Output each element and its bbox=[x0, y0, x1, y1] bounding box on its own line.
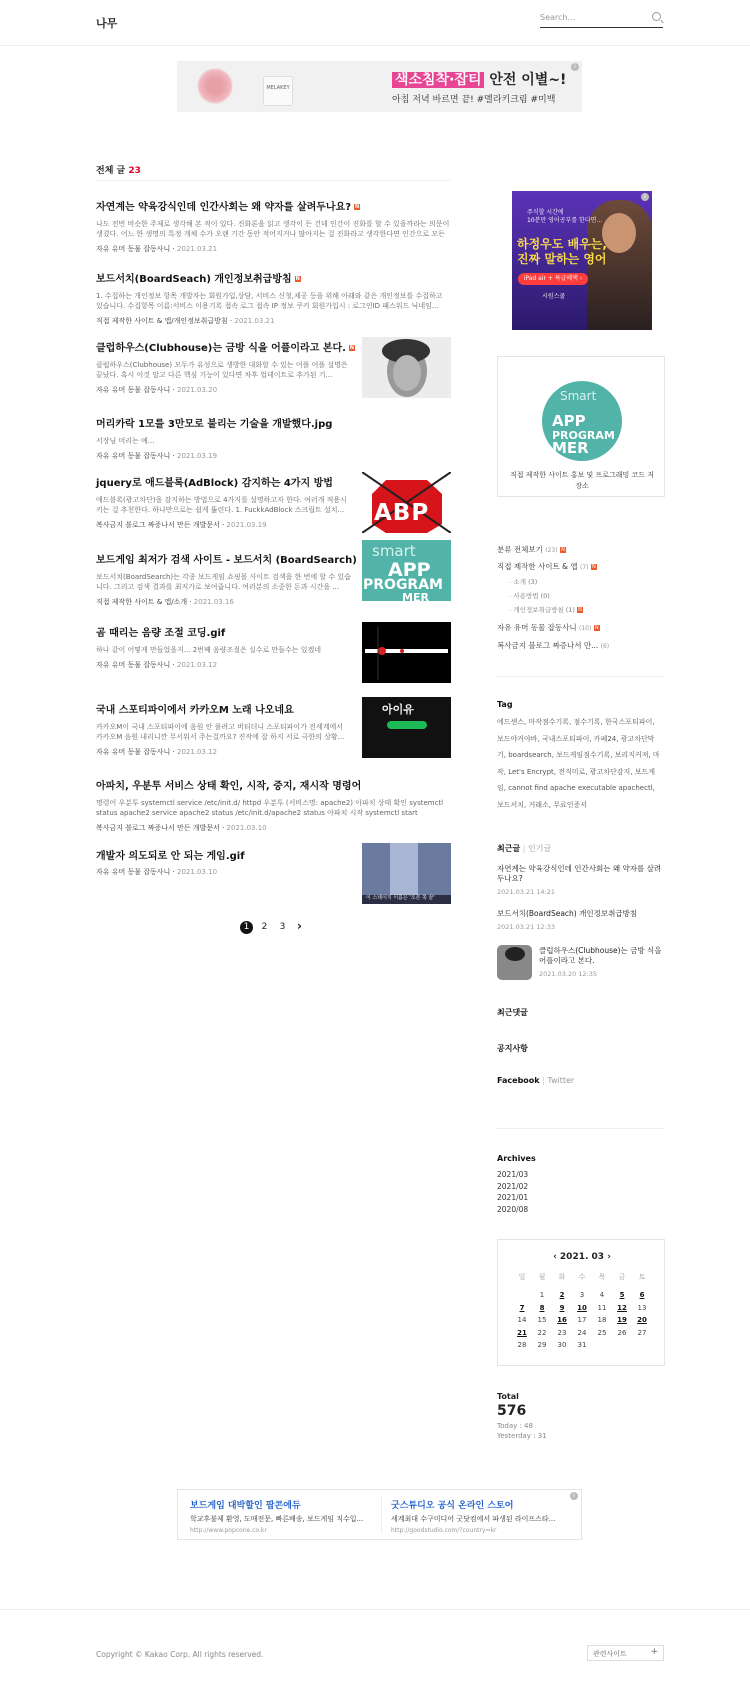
calendar-dow: 금 bbox=[618, 1273, 626, 1281]
recent-item[interactable] bbox=[497, 909, 662, 932]
recent-date: 2021.03.20 12:35 bbox=[539, 970, 598, 978]
post-item[interactable] bbox=[96, 474, 351, 530]
calendar-day: 27 bbox=[637, 1328, 647, 1337]
post-title-text: 자연계는 약육강식인데 인간사회는 왜 약자를 살려두나요? bbox=[96, 202, 352, 213]
category-count: (6) bbox=[600, 643, 610, 650]
post-meta: 직접 제작한 사이트 & 앱/개인정보취급방침 · 2021.03.21 bbox=[96, 317, 275, 325]
archives-title: Archives bbox=[497, 1154, 536, 1163]
recent-date: 2021.03.21 14:21 bbox=[497, 888, 556, 896]
post-date: 2021.03.21 bbox=[234, 317, 275, 325]
new-badge-icon: N bbox=[578, 607, 582, 613]
calendar-day: 13 bbox=[637, 1303, 647, 1312]
post-date: 2021.03.12 bbox=[176, 748, 218, 756]
post-thumbnail-abp[interactable] bbox=[362, 472, 451, 533]
calendar-day: 14 bbox=[517, 1316, 527, 1324]
header bbox=[0, 0, 750, 46]
today-count: Today : 48 bbox=[497, 1422, 533, 1430]
post-title[interactable] bbox=[96, 415, 451, 430]
post-summary: 서장님 머리는 예... bbox=[96, 437, 155, 445]
post-item[interactable] bbox=[96, 624, 351, 670]
post-date: 2021.03.10 bbox=[176, 868, 218, 876]
volume-game-image bbox=[362, 622, 451, 683]
tab-recent[interactable]: 최근글 bbox=[497, 844, 521, 853]
recent-item[interactable] bbox=[497, 864, 662, 897]
ad-main-text bbox=[517, 237, 607, 267]
category-item[interactable]: - 사용방법 (0) bbox=[509, 592, 550, 600]
search-icon[interactable] bbox=[652, 12, 661, 21]
recent-thumbnail[interactable] bbox=[497, 945, 532, 980]
tab-popular[interactable]: 인기글 bbox=[527, 844, 552, 853]
ad-line1: 하정우도 배우는, bbox=[517, 237, 607, 251]
category-count: (23) bbox=[545, 547, 558, 554]
post-title-text: 클럽하우스(Clubhouse)는 금방 식을 어플이라고 본다. bbox=[96, 343, 346, 354]
search-placeholder: Search... bbox=[540, 13, 576, 22]
post-title-text: 국내 스포티파이에서 카카오M 노래 나오네요 bbox=[96, 705, 294, 716]
post-category[interactable]: 자유 유머 동물 잡동사니 bbox=[96, 386, 171, 394]
calendar-title: 2021. 03 bbox=[559, 1252, 605, 1262]
visitor-counter bbox=[497, 1392, 547, 1440]
post-category[interactable]: 직접 제작한 사이트 & 앱/개인정보취급방침 bbox=[96, 317, 228, 325]
calendar-day[interactable]: 5 bbox=[619, 1291, 625, 1299]
category-label: 직접 제작한 사이트 & 앱 bbox=[497, 562, 578, 571]
ad-headline-rest: 안전 이별~! bbox=[484, 72, 567, 88]
post-date: 2021.03.19 bbox=[176, 452, 218, 460]
recent-title: 클럽하우스(Clubhouse)는 금방 식을 어플이라고 본다. bbox=[539, 946, 662, 965]
calendar-day: 24 bbox=[577, 1328, 587, 1337]
post-title[interactable] bbox=[96, 551, 357, 566]
category-count: (10) bbox=[579, 625, 592, 632]
twitter-link[interactable]: Twitter bbox=[547, 1076, 575, 1085]
profile-app-c: MER bbox=[552, 439, 589, 457]
page-1[interactable]: 1 bbox=[240, 921, 253, 934]
profile-app-b: PROGRAM bbox=[552, 429, 615, 442]
new-badge-icon: N bbox=[561, 547, 565, 553]
recent-comments-title: 최근댓글 bbox=[497, 1008, 528, 1017]
prev-month-icon[interactable]: ‹ bbox=[553, 1252, 560, 1262]
recent-title: 자연계는 약육강식인데 인간사회는 왜 약자를 살려두나요? bbox=[497, 864, 662, 883]
tag-title: Tag bbox=[497, 700, 513, 709]
post-item[interactable] bbox=[96, 847, 351, 877]
category-label: 분류 전체보기 bbox=[497, 545, 543, 554]
post-item[interactable] bbox=[96, 415, 451, 461]
calendar-day[interactable]: 7 bbox=[519, 1303, 525, 1312]
calendar-day[interactable]: 16 bbox=[557, 1316, 567, 1324]
game-caption: 이 스테이지 이름은 '오른 쪽 끝' bbox=[366, 895, 435, 901]
calendar-day[interactable]: 20 bbox=[637, 1316, 647, 1324]
facebook-link[interactable]: Facebook bbox=[497, 1076, 540, 1085]
face-image bbox=[362, 337, 451, 398]
calendar-dow: 수 bbox=[578, 1273, 586, 1281]
sidebar-ad[interactable] bbox=[512, 191, 652, 330]
new-badge-icon: N bbox=[295, 276, 300, 282]
total-value: 576 bbox=[497, 1403, 527, 1419]
calendar-day: 26 bbox=[617, 1328, 627, 1337]
flower-image bbox=[197, 67, 233, 105]
post-title[interactable] bbox=[96, 198, 451, 213]
recent-date: 2021.03.21 12:33 bbox=[497, 923, 556, 931]
post-title-text: 보드게임 최저가 검색 사이트 - 보드서치 (BoardSearch) bbox=[96, 555, 357, 566]
copyright: Copyright © Kakao Corp. All rights reserved. bbox=[96, 1650, 264, 1659]
ad-person-head bbox=[602, 213, 636, 253]
archive-item[interactable]: 2020/08 bbox=[497, 1204, 529, 1214]
yesterday-count: Yesterday : 31 bbox=[497, 1432, 547, 1440]
category-item[interactable] bbox=[497, 562, 597, 573]
post-title[interactable] bbox=[96, 847, 351, 862]
post-count bbox=[96, 163, 141, 176]
category-label: 개인정보취급방침 bbox=[513, 606, 564, 614]
post-category[interactable]: 자유 유머 동물 잡동사니 bbox=[96, 868, 171, 876]
post-meta: 자유 유머 동물 잡동사니 · 2021.03.12 bbox=[96, 661, 218, 669]
post-thumbnail-volume[interactable] bbox=[362, 622, 451, 683]
new-badge-icon: N bbox=[349, 345, 355, 351]
post-meta: 자유 유머 동물 잡동사니 · 2021.03.12 bbox=[96, 748, 218, 756]
ad-small-text: 주식할 시간에 10분만 영어공부를 한다면... bbox=[527, 209, 603, 224]
profile-box bbox=[497, 356, 665, 497]
archive-item[interactable]: 2021/03 bbox=[497, 1170, 529, 1179]
divider bbox=[497, 676, 665, 677]
calendar-day[interactable]: 10 bbox=[577, 1303, 587, 1312]
ad-url: http://www.popcone.co.kr bbox=[190, 1527, 267, 1534]
next-page-icon[interactable]: › bbox=[297, 919, 302, 933]
post-meta: 자유 유머 동물 잡동사니 · 2021.03.10 bbox=[96, 868, 218, 876]
calendar-dow: 월 bbox=[538, 1273, 546, 1281]
post-category[interactable]: 직접 제작한 사이트 & 앱/소개 bbox=[96, 598, 188, 606]
profile-description: 직접 제작한 사이트 홍보 및 프로그래밍 코드 저장소 bbox=[509, 471, 655, 490]
post-title[interactable] bbox=[96, 270, 451, 285]
related-sites-select[interactable] bbox=[587, 1645, 664, 1661]
thumb-app-big2: PROGRAM bbox=[363, 577, 443, 593]
ad-logo: 시원스쿨 bbox=[542, 293, 566, 300]
post-category[interactable]: 자유 유머 동물 잡동사니 bbox=[96, 245, 171, 253]
recent-tabs: 최근글 | 인기글 bbox=[497, 844, 552, 853]
archive-list bbox=[497, 1169, 528, 1215]
calendar-day[interactable]: 21 bbox=[517, 1328, 527, 1337]
profile-app-text bbox=[552, 412, 615, 457]
post-category[interactable]: 자유 유머 동물 잡동사니 bbox=[96, 452, 171, 460]
category-item[interactable]: - 소개 (3) bbox=[509, 578, 538, 586]
ad-subtext: 아침 저녁 바르면 끝! #멜라키크림 #미백 bbox=[392, 95, 556, 105]
divider bbox=[381, 1496, 382, 1534]
category-count: (1) bbox=[565, 606, 575, 614]
calendar-day[interactable]: 2 bbox=[559, 1291, 565, 1299]
post-date: 2021.03.20 bbox=[176, 386, 218, 394]
category-count: (3) bbox=[528, 578, 538, 586]
category-item[interactable] bbox=[497, 623, 600, 634]
post-title-text: 머리카락 1모를 3만모로 불리는 기술을 개발했다.jpg bbox=[96, 419, 333, 430]
post-item[interactable] bbox=[96, 551, 357, 607]
recent-title: 보드서치(BoardSeach) 개인정보취급방침 bbox=[497, 909, 638, 918]
post-title-text: jquery로 애드블록(AdBlock) 감지하는 4가지 방법 bbox=[96, 478, 333, 489]
divider bbox=[96, 180, 451, 181]
post-title[interactable] bbox=[96, 624, 351, 639]
notice-title: 공지사항 bbox=[497, 1044, 528, 1053]
ad-desc: 세계최대 수구미디어 굿닷컴에서 파생된 라이프스타... bbox=[391, 1515, 556, 1523]
calendar-day: 22 bbox=[537, 1328, 547, 1337]
post-meta: 복사금지 블로그 짜증나서 만든 개발문서 · 2021.03.19 bbox=[96, 521, 267, 529]
thumb-app-big3: MER bbox=[402, 591, 429, 601]
post-thumbnail-spotify[interactable] bbox=[362, 697, 451, 758]
calendar-day[interactable]: 12 bbox=[617, 1303, 627, 1312]
product-image bbox=[197, 67, 290, 107]
post-title-text: 개발자 의도되로 안 되는 게임.gif bbox=[96, 851, 245, 862]
calendar-dow: 일 bbox=[518, 1273, 526, 1281]
calendar-day: 18 bbox=[597, 1316, 607, 1324]
post-item[interactable] bbox=[96, 701, 351, 757]
post-date: 2021.03.16 bbox=[193, 598, 234, 606]
category-item[interactable] bbox=[497, 641, 609, 652]
spotify-artist: 아이유 bbox=[382, 703, 414, 716]
divider bbox=[497, 1128, 665, 1129]
category-item[interactable]: - 개인정보취급방침 (1) N bbox=[509, 606, 582, 614]
ad-item[interactable] bbox=[190, 1498, 370, 1534]
calendar-day: 31 bbox=[577, 1341, 587, 1349]
post-date: 2021.03.21 bbox=[176, 245, 218, 253]
post-category[interactable]: 자유 유머 동물 잡동사니 bbox=[96, 661, 171, 669]
post-category[interactable]: 복사금지 블로그 짜증나서 만든 개발문서 bbox=[96, 824, 220, 832]
post-title[interactable] bbox=[96, 701, 351, 716]
calendar-day[interactable]: 9 bbox=[559, 1303, 565, 1312]
ad-info-icon[interactable]: i bbox=[570, 1492, 578, 1500]
ad-headline-highlight: 색소침착·잡티 bbox=[392, 72, 484, 88]
calendar-day[interactable]: 19 bbox=[617, 1316, 627, 1324]
category-count: (0) bbox=[540, 592, 550, 600]
profile-app-a: APP bbox=[552, 412, 586, 430]
post-summary: 보드서치(BoardSearch)는 각종 보드게임 쇼핑몰 사이트 검색을 한 번에 할 수 있습니다. 그리고 검색 결과를 최저가로 보여줍니다. 여러분의 소중한 돈과 시간을 ... bbox=[96, 573, 351, 591]
calendar-day: 28 bbox=[517, 1341, 527, 1349]
ad-cta-button[interactable]: iPad air + 특급혜택 › bbox=[518, 273, 588, 285]
post-meta: 자유 유머 동물 잡동사니 · 2021.03.19 bbox=[96, 452, 218, 460]
blog-logo[interactable]: 나무 bbox=[96, 17, 118, 30]
calendar-dow: 화 bbox=[558, 1273, 566, 1281]
calendar-day: 4 bbox=[599, 1291, 605, 1299]
archive-item[interactable]: 2021/02 bbox=[497, 1181, 529, 1191]
post-title[interactable] bbox=[96, 777, 451, 792]
post-summary: 클럽하우스(Clubhouse) 모두가 유성으로 생방한 대화할 수 있는 어플 어플 설명은 끝났다. 혹시 이것 말고 다른 핵심 기능이 있다면 차후 업데이트로 추가된 기... bbox=[96, 361, 348, 379]
calendar-day: 15 bbox=[537, 1316, 547, 1324]
calendar-day: 29 bbox=[537, 1341, 547, 1349]
post-meta: 직접 제작한 사이트 & 앱/소개 · 2021.03.16 bbox=[96, 598, 234, 606]
post-date: 2021.03.19 bbox=[226, 521, 267, 529]
profile-image[interactable] bbox=[542, 381, 622, 461]
thumb-app-big: APP bbox=[388, 559, 431, 581]
new-badge-icon: N bbox=[354, 204, 360, 210]
post-thumbnail-game[interactable] bbox=[362, 843, 451, 904]
bottom-text-ad bbox=[177, 1489, 582, 1540]
ad-title: 보드게임 대박할인 팝콘에듀 bbox=[190, 1501, 301, 1511]
category-item[interactable] bbox=[497, 545, 566, 556]
post-date: 2021.03.10 bbox=[226, 824, 267, 832]
post-title[interactable] bbox=[96, 339, 355, 354]
calendar-dow: 목 bbox=[598, 1273, 606, 1281]
ad-line2: 진짜 말하는 영어 bbox=[517, 252, 607, 266]
profile-smart: Smart bbox=[560, 389, 597, 403]
post-meta: 자유 유머 동물 잡동사니 · 2021.03.20 bbox=[96, 386, 218, 394]
page-3[interactable]: 3 bbox=[279, 922, 286, 932]
category-label: 소개 bbox=[513, 578, 526, 586]
category-label: 자유 유머 동물 잡동사니 bbox=[497, 623, 577, 632]
top-banner-ad[interactable] bbox=[177, 61, 582, 112]
post-date: 2021.03.12 bbox=[176, 661, 218, 669]
post-category[interactable]: 복사금지 블로그 짜증나서 만든 개발문서 bbox=[96, 521, 220, 529]
calendar-day: 23 bbox=[557, 1328, 567, 1337]
post-count-label: 전체 글 bbox=[96, 166, 126, 176]
post-summary: 애드블록(광고차단)을 감지하는 방법으로 4가지를 설명하고자 한다. 여러개 적용시키는 걸 추천한다. 하나만으로는 쉽게 뚫린다. 1. FuckkAdBlock 스크립트 설치... bbox=[96, 496, 347, 514]
post-title-text: 아파치, 우분투 서비스 상태 확인, 시작, 중지, 재시작 명령어 bbox=[96, 781, 362, 792]
total-label: Total bbox=[497, 1392, 519, 1401]
post-summary: 나도 전번 비슷한 주제로 생각해 본 적이 있다. 진화론을 읽고 생각이 든 건데 인간이 진화를 할 수 있을까라는 의문이 생겼다. 어느 한 생명의 특정 개체 수가 오랜 기간 동안 적어지거나 많아지는 걸 진화라고 생각한다면 인간으로 모든 bbox=[96, 220, 450, 238]
calendar-day[interactable]: 6 bbox=[639, 1291, 645, 1299]
abp-text: ABP bbox=[374, 500, 430, 526]
ad-desc: 학교후불제 환영, 도매전문, 빠른배송, 보드게임 직수입... bbox=[190, 1515, 364, 1523]
post-summary: 하나 같이 어떻게 만들었을지... 2번째 음량조절은 실수로 만들수는 있겠네 bbox=[96, 646, 322, 654]
ad-headline bbox=[392, 69, 566, 89]
category-label: 사용방법 bbox=[513, 592, 539, 600]
post-item[interactable] bbox=[96, 339, 355, 395]
post-item[interactable] bbox=[96, 198, 451, 254]
social-links: Facebook | Twitter bbox=[497, 1076, 575, 1085]
new-badge-icon: N bbox=[594, 625, 599, 631]
post-category[interactable]: 자유 유머 동물 잡동사니 bbox=[96, 748, 171, 756]
ad-info-icon[interactable]: i bbox=[641, 193, 649, 201]
calendar-day[interactable]: 8 bbox=[539, 1303, 545, 1312]
category-label: 복사금지 블로그 짜증나서 만... bbox=[497, 641, 599, 650]
calendar bbox=[497, 1239, 665, 1366]
search-input[interactable] bbox=[540, 10, 663, 28]
post-title-text: 보드서치(BoardSeach) 개인정보취급방침 bbox=[96, 274, 292, 285]
related-label: 관련사이트 bbox=[593, 1650, 627, 1658]
tag-list[interactable]: 에드센스, 마작점수기록, 점수기록, 한국스포티파이, 보드야커야바, 국내스포티파이, 카페24, 광고차단막기, boardsearch, 보드게임점수기록, 보리지커져, 마작, Let's Encrypt, 전직미로, 광고차단감지, 보드게임, cannot find apache executable apachectl, 보드서치, 거래소, 무료인증서 bbox=[497, 718, 660, 809]
post-meta: 자유 유머 동물 잡동사니 · 2021.03.21 bbox=[96, 245, 218, 253]
post-item[interactable] bbox=[96, 777, 451, 833]
ad-title: 굿스튜디오 공식 온라인 스토어 bbox=[391, 1501, 514, 1511]
calendar-day: 30 bbox=[557, 1341, 567, 1349]
post-thumbnail-app[interactable] bbox=[362, 540, 451, 601]
calendar-day: 11 bbox=[597, 1303, 607, 1312]
post-summary: 카카오M이 국내 스포티파이에 음원 안 풀려고 버티더니 스포티파이가 전세계에서 카카오M 음원 내리니깐 무서워서 주는걸까요? 진작에 잘 하지 서로 극한의 상황... bbox=[96, 723, 345, 741]
category-count: (7) bbox=[579, 564, 589, 571]
new-badge-icon: N bbox=[592, 564, 596, 570]
ad-url: http://goodstudio.com/?country=kr bbox=[391, 1527, 497, 1534]
post-thumbnail-face[interactable] bbox=[362, 337, 451, 398]
page-2[interactable]: 2 bbox=[261, 922, 268, 932]
recent-item[interactable] bbox=[539, 946, 662, 979]
spotify-play-button bbox=[387, 721, 427, 729]
calendar-day: 17 bbox=[577, 1316, 587, 1324]
post-summary: 명령어 우분투 systemctl service /etc/init.d/ httpd 우분투 (서비스명: apache2) 아파치 상태 확인 systemctl status apache2 service apache2 status /etc/init.d/apache2 status 아파치 시작 systemctl start bbox=[96, 799, 444, 817]
post-title-text: 곰 때리는 음량 조절 코딩.gif bbox=[96, 628, 226, 639]
post-count-value: 23 bbox=[128, 166, 141, 176]
post-summary: 1. 수집하는 개인정보 항목 개발자는 회원가입,상담, 서비스 신청,제공 등을 위해 아래와 같은 개인정보를 수집하고 있습니다. 수집항목 이름:서비스 이용기록 접속 로그 접속 IP 정보 쿠키 회원가입시 : 로그인ID 패스워드 닉네임... bbox=[96, 292, 443, 310]
ad-item[interactable] bbox=[391, 1498, 576, 1534]
calendar-dow: 토 bbox=[638, 1273, 646, 1281]
next-month-icon[interactable]: › bbox=[604, 1252, 611, 1262]
thumb-app-small: smart bbox=[372, 542, 416, 560]
archive-item[interactable]: 2021/01 bbox=[497, 1193, 529, 1202]
post-title[interactable] bbox=[96, 474, 351, 489]
post-item[interactable] bbox=[96, 270, 451, 326]
calendar-day: 1 bbox=[539, 1291, 545, 1299]
calendar-day: 25 bbox=[597, 1328, 607, 1337]
calendar-day: 3 bbox=[579, 1291, 585, 1299]
plus-icon: + bbox=[650, 1647, 658, 1657]
calendar-header bbox=[498, 1252, 666, 1262]
ad-info-icon[interactable]: i bbox=[571, 63, 579, 71]
post-meta: 복사금지 블로그 짜증나서 만든 개발문서 · 2021.03.10 bbox=[96, 824, 267, 832]
cream-jar: MELAKEY bbox=[263, 76, 293, 106]
